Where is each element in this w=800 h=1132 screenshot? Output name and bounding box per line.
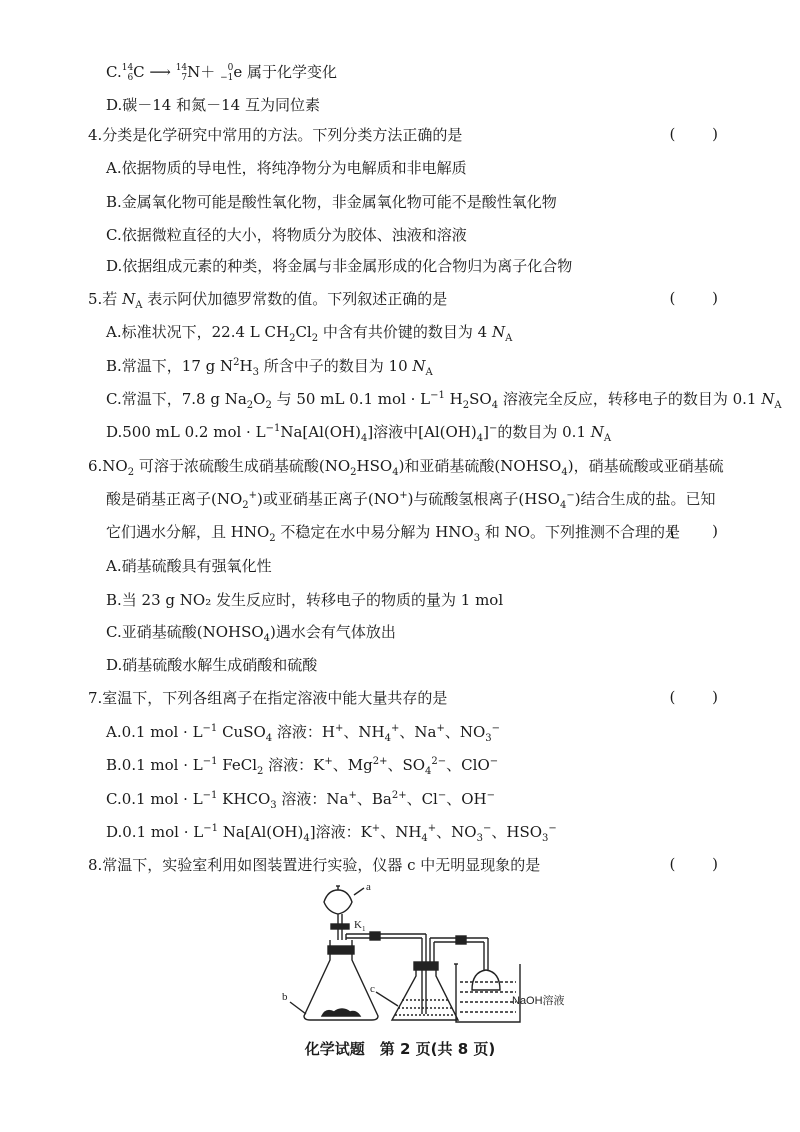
apparatus-diagram — [276, 880, 576, 1030]
q6-option-b: B.当 23 g NO₂ 发生反应时，转移电子的物质的量为 1 mol — [106, 591, 504, 609]
label-k1: $K_1$ — [354, 919, 366, 933]
q4-option-a: A.依据物质的导电性，将纯净物分为电解质和非电解质 — [106, 159, 467, 177]
q5-option-a: A.标准状况下，22.4 L $CH_2Cl_2$ 中含有共价键的数目为 4 $N_A$ — [106, 323, 513, 344]
label-a: a — [366, 881, 371, 893]
q7-option-a: A.0.1 mol · $L^{-1}$ CuSO$_4$ 溶液：H+、$NH_4^+$、Na+、$NO_3^-$ — [106, 723, 501, 744]
q7-option-c: C.0.1 mol · $L^{-1}$ $KHCO_3$ 溶液：Na+、$Ba^{2+}$、Cl−、OH− — [106, 790, 496, 811]
label-c: c — [370, 983, 375, 995]
stopcock-k1 — [331, 924, 349, 929]
beaker — [456, 964, 520, 1022]
q8-answer-paren: ( ) — [669, 855, 734, 873]
q6-stem-line2: 酸是硝基正离子$(NO_2^+)$或亚硝基正离子(NO+)与硫酸氢根离子$(HSO_4^-)$结合生成的盐。已知 — [106, 490, 716, 511]
q6-answer-paren: ( ) — [669, 522, 734, 540]
q4-answer-paren: ( ) — [669, 125, 734, 143]
q5-option-b: B.常温下，17 g $N^2H_3$ 所含中子的数目为 10 $N_A$ — [106, 357, 433, 378]
q5-stem: 5.若 $N_A$ 表示阿伏加德罗常数的值。下列叙述正确的是 — [88, 290, 448, 311]
q6-option-d: D.硝基硫酸水解生成硝酸和硫酸 — [106, 656, 318, 674]
q4-option-d: D.依据组成元素的种类，将金属与非金属形成的化合物归为离子化合物 — [106, 257, 573, 275]
q4-option-c: C.依据微粒直径的大小，将物质分为胶体、浊液和溶液 — [106, 226, 467, 244]
q7-answer-paren: ( ) — [669, 688, 734, 706]
q5-option-c: C.常温下，7.8 g $Na_2O_2$ 与 50 mL 0.1 mol · $L^{-1}$ $H_2SO_4$ 溶液完全反应，转移电子的数目为 0.1 $N_A$ — [106, 390, 782, 411]
q4-option-b: B.金属氧化物可能是酸性氧化物，非金属氧化物可能不是酸性氧化物 — [106, 193, 557, 211]
q8-stem: 8.常温下，实验室利用如图装置进行实验，仪器 c 中无明显现象的是 — [88, 856, 541, 874]
page-footer: 化学试题 第 2 页(共 8 页) — [304, 1040, 496, 1058]
conical-flask-c — [392, 962, 458, 1020]
q6-stem-line3: 它们遇水分解，且 $HNO_2$ 不稳定在水中易分解为 $HNO_3$ 和 NO。下列推测不合理的是 — [106, 523, 681, 544]
q3-option-c: C. 14 6 C ⟶ 14 7 N＋ 0 −1 e 属于化学变化 — [106, 63, 338, 83]
q7-stem: 7.室温下，下列各组离子在指定溶液中能大量共存的是 — [88, 689, 448, 707]
q3-option-d: D.碳－14 和氮－14 互为同位素 — [106, 96, 320, 114]
solid-reagent — [322, 1009, 360, 1016]
q6-option-a: A.硝基硫酸具有强氧化性 — [106, 557, 272, 575]
label-b: b — [282, 991, 288, 1003]
q7-option-b: B.0.1 mol · $L^{-1}$ FeCl$_2$ 溶液：K+、$Mg^{2+}$、$SO_4^{2-}$、ClO− — [106, 756, 499, 777]
label-naoh: NaOH溶液 — [512, 995, 565, 1007]
q6-stem-line1: $6.NO_2$ 可溶于浓硫酸生成硝基硫酸$(NO_2HSO_4)$和亚硝基硫酸$(NOHSO_4)$，硝基硫酸或亚硝基硫 — [88, 457, 724, 478]
inverted-funnel — [472, 970, 500, 990]
separatory-funnel — [324, 890, 352, 914]
q5-option-d: D.500 mL 0.2 mol · $L^{-1}Na[Al(OH)_4]$溶液中$[Al(OH)_4]^-$的数目为 0.1 $N_A$ — [106, 423, 612, 444]
q6-option-c: C.亚硝基硫酸$(NOHSO_4)$遇水会有气体放出 — [106, 623, 396, 644]
q7-option-d: D.0.1 mol · $L^{-1}$ $Na[Al(OH)_4]$溶液：K+、$NH_4^+$、$NO_3^-$、$HSO_3^-$ — [106, 823, 557, 844]
q4-stem: 4.分类是化学研究中常用的方法。下列分类方法正确的是 — [88, 126, 463, 144]
q5-answer-paren: ( ) — [669, 289, 734, 307]
